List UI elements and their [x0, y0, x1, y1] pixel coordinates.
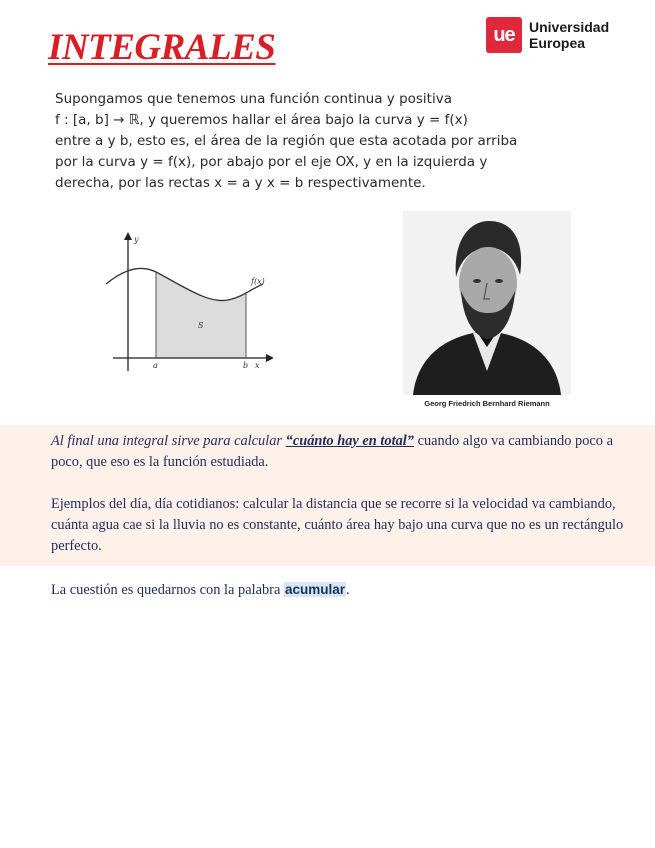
- intro-line-3: entre a y b, esto es, el área de la región que esta acotada por arriba: [55, 133, 518, 149]
- explanation-rest: cuando algo va cambiando poco a poco, que eso es la función estudiada.: [51, 433, 613, 470]
- riemann-portrait-image: [403, 211, 571, 395]
- b-label: b: [243, 361, 249, 370]
- everyday-examples: Ejemplos del día, día cotidianos: calcular la distancia que se recorre si la velocidad va cambiando, cuánta agua cae si la lluvia no es constante, cuánto área hay bajo una curva que no es un rectángulo perfecto.: [51, 496, 624, 554]
- closing-tail: .: [346, 582, 350, 598]
- a-label: a: [153, 361, 158, 370]
- explanation-lead: Al final una integral sirve para calcular: [51, 433, 286, 449]
- logo-line-2: Europea: [529, 35, 586, 51]
- area-under-curve-diagram: [98, 226, 273, 376]
- logo-line-1: Universidad: [529, 19, 610, 35]
- logo-text: [529, 19, 609, 51]
- s-label: S: [198, 321, 204, 330]
- x-axis-arrow: [266, 354, 273, 362]
- closing-sentence: [51, 579, 631, 601]
- intro-line-4: por la curva y = f(x), por abajo por el eje OX, y en la izquierda y: [55, 154, 488, 170]
- integral-explanation: [51, 431, 631, 473]
- portrait-caption: Georg Friedrich Bernhard Riemann: [424, 399, 550, 408]
- total-highlight: “cuánto hay en total”: [285, 433, 414, 449]
- ue-logo-icon: ue: [486, 17, 522, 53]
- closing-lead: La cuestión es quedarnos con la palabra: [51, 582, 284, 598]
- intro-paragraph: [55, 89, 545, 194]
- fx-label: f(x): [251, 277, 265, 286]
- university-logo: [486, 17, 609, 53]
- page-title: INTEGRALES: [48, 27, 276, 68]
- y-axis-label: y: [134, 235, 139, 244]
- y-axis-arrow: [124, 232, 132, 240]
- intro-line-2: f : [a, b] → ℝ, y queremos hallar el área bajo la curva y = f(x): [55, 112, 468, 128]
- shaded-area: [156, 272, 246, 358]
- intro-line-1: Supongamos que tenemos una función continua y positiva: [55, 91, 452, 107]
- x-axis-label: x: [255, 361, 260, 370]
- keyword-acumular: acumular: [284, 582, 345, 597]
- intro-line-5: derecha, por las rectas x = a y x = b respectivamente.: [55, 175, 426, 191]
